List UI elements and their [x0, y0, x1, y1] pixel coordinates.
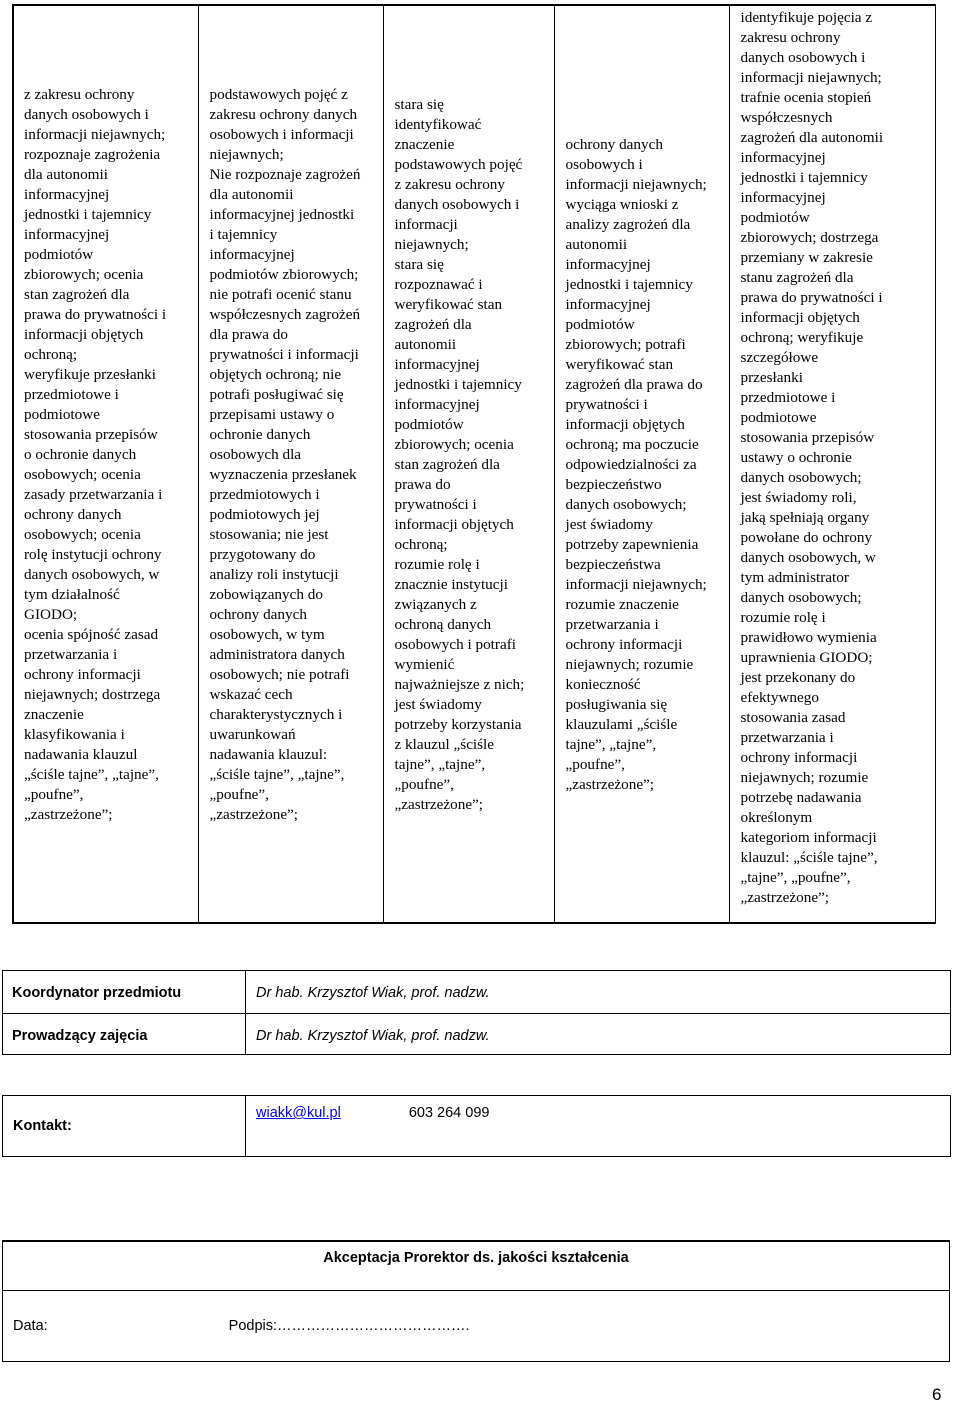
coordinator-value: Dr hab. Krzysztof Wiak, prof. nadzw.	[246, 971, 951, 1014]
contact-label: Kontakt:	[3, 1096, 246, 1157]
coordinator-label: Koordynator przedmiotu	[3, 971, 246, 1014]
contact-row	[3, 1096, 951, 1157]
grade-column-5-text: identyfikuje pojęcia z zakresu ochrony danych osobowych i informacji niejawnych; trafnie ocenia stopień współczesnych zagrożeń dla autonomii informacyjnej jednostki i tajemnicy informacyjnej podmiotów zbiorowych; dostrzega przemiany w zakresie stanu zagrożeń dla prawa do prywatności i informacji objętych ochroną; weryfikuje szczegółowe przesłanki przedmiotowe i podmiotowe stosowania przepisów ustawy o ochronie danych osobowych; jest świadomy roli, jaką spełniają organy powołane do ochrony danych osobowych, w tym administrator danych osobowych; rozumie rolę i prawidłowo wymienia uprawnienia GIODO; jest przekonany do efektywnego stosowania zasad przetwarzania i ochrony informacji niejawnych; rozumie potrzebę nadawania określonym kategoriom informacji klauzul: „ściśle tajne”, „tajne”, „poufne”, „zastrzeżone”;	[740, 9, 884, 906]
approval-sign-row	[3, 1291, 950, 1362]
coordinator-table	[2, 970, 951, 1055]
grading-criteria-row	[13, 5, 935, 923]
contact-value	[246, 1096, 951, 1157]
grade-column-1-text: z zakresu ochrony danych osobowych i informacji niejawnych; rozpoznaje zagrożenia dla autonomii informacyjnej jednostki i tajemnicy informacyjnej podmiotów zbiorowych; ocenia stan zagrożeń dla prawa do prywatności i informacji objętych ochroną; weryfikuje przesłanki przedmiotowe i podmiotowe stosowania przepisów o ochronie danych osobowych; ocenia zasady przetwarzania i ochrony danych osobowych; ocenia rolę instytucji ochrony danych osobowych, w tym działalność GIODO; ocenia spójność zasad przetwarzania i ochrony informacji niejawnych; dostrzega znaczenie klasyfikowania i nadawania klauzul „ściśle tajne”, „tajne”, „poufne”, „zastrzeżone”;	[24, 86, 167, 823]
teacher-row	[3, 1014, 951, 1055]
approval-sign-cell	[3, 1291, 950, 1362]
grade-column-3-text: stara się identyfikować znaczenie podstawowych pojęć z zakresu ochrony danych osobowych i informacji niejawnych; stara się rozpoznawać i weryfikować stan zagrożeń dla autonomii informacyjnej jednostki i tajemnicy informacyjnej podmiotów zbiorowych; ocenia stan zagrożeń dla prawa do prywatności i informacji objętych ochroną; rozumie rolę i znacznie instytucji związanych z ochroną danych osobowych i potrafi wymienić najważniejsze z nich; jest świadomy potrzeby korzystania z klauzul „ściśle tajne”, „tajne”, „poufne”, „zastrzeżone”;	[394, 96, 525, 813]
signature-label: Podpis:………………………………….	[228, 1318, 470, 1334]
coordinator-row	[3, 971, 951, 1014]
approval-table	[2, 1240, 950, 1362]
grade-column-3	[383, 5, 554, 923]
grading-criteria-table	[12, 4, 936, 924]
date-label: Data:	[13, 1318, 48, 1334]
grade-column-2	[198, 5, 383, 923]
page-number: 6	[932, 1385, 942, 1404]
teacher-label: Prowadzący zajęcia	[3, 1014, 246, 1055]
email-link[interactable]: wiakk@kul.pl	[256, 1105, 341, 1121]
phone-number: 603 264 099	[408, 1105, 490, 1121]
grade-column-4	[554, 5, 729, 923]
contact-table	[2, 1095, 951, 1157]
approval-header-row	[3, 1241, 950, 1291]
teacher-value: Dr hab. Krzysztof Wiak, prof. nadzw.	[246, 1014, 951, 1055]
grade-column-4-text: ochrony danych osobowych i informacji niejawnych; wyciąga wnioski z analizy zagrożeń dla autonomii informacyjnej jednostki i tajemnicy informacyjnej podmiotów zbiorowych; potrafi weryfikować stan zagrożeń dla prawa do prywatności i informacji objętych ochroną; ma poczucie odpowiedzialności za bezpieczeństwo danych osobowych; jest świadomy potrzeby zapewnienia bezpieczeństwa informacji niejawnych; rozumie znaczenie przetwarzania i ochrony informacji niejawnych; rozumie konieczność posługiwania się klauzulami „ściśle tajne”, „tajne”, „poufne”, „zastrzeżone”;	[565, 136, 707, 793]
grade-column-1	[13, 5, 198, 923]
grade-column-2-text: podstawowych pojęć z zakresu ochrony danych osobowych i informacji niejawnych; Nie rozpoznaje zagrożeń dla autonomii informacyjnej jednostki i tajemnicy informacyjnej podmiotów zbiorowych; nie potrafi ocenić stanu współczesnych zagrożeń dla prawa do prywatności i informacji objętych ochroną; nie potrafi posługiwać się przepisami ustawy o ochronie danych osobowych dla wyznaczenia przesłanek przedmiotowych i podmiotowych jej stosowania; nie jest przygotowany do analizy roli instytucji zobowiązanych do ochrony danych osobowych, w tym administratora danych osobowych; nie potrafi wskazać cech charakterystycznych i uwarunkowań nadawania klauzul: „ściśle tajne”, „tajne”, „poufne”, „zastrzeżone”;	[209, 86, 361, 823]
approval-title: Akceptacja Prorektor ds. jakości kształcenia	[3, 1241, 950, 1291]
grade-column-5	[729, 5, 935, 923]
